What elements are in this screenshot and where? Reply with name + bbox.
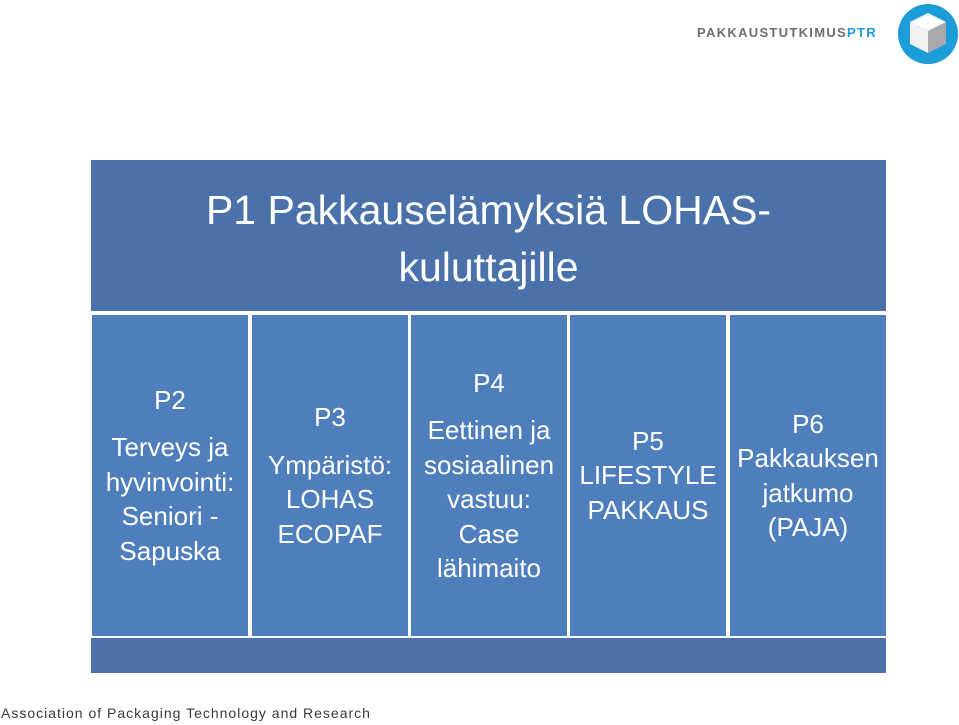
footer-organization-name: Association of Packaging Technology and Research	[1, 705, 371, 721]
child-line: Case	[458, 518, 520, 549]
child-heading: P5	[632, 425, 664, 456]
child-box-p6	[730, 315, 886, 636]
brand-wordmark	[697, 25, 877, 41]
diagram-title-line: P1 Pakkauselämyksiä LOHAS-	[205, 186, 772, 233]
child-box-p3	[252, 315, 408, 636]
diagram-bottom-bar	[91, 638, 886, 673]
brand-wordmark-accent: PTR	[846, 25, 877, 40]
child-line: LIFESTYLE	[579, 460, 717, 491]
child-line: (PAJA)	[767, 512, 849, 542]
child-line: Pakkauksen	[737, 443, 879, 473]
child-heading: P6	[792, 408, 824, 439]
child-line: Terveys ja	[111, 432, 229, 463]
child-line: jatkumo	[762, 477, 854, 508]
child-line: PAKKAUS	[587, 494, 709, 525]
child-heading: P4	[473, 367, 505, 398]
child-line: lähimaito	[436, 553, 542, 583]
child-box-p4	[411, 315, 567, 636]
diagram-parent-box	[91, 160, 886, 311]
child-line: Seniori -	[121, 501, 219, 532]
child-line: vastuu:	[447, 484, 531, 514]
child-line: Ympäristö:	[267, 449, 393, 480]
child-line: LOHAS	[285, 484, 375, 514]
child-line: hyvinvointi:	[105, 466, 235, 497]
child-line: Eettinen ja	[427, 415, 551, 445]
brand-wordmark-main: PAKKAUSTUTKIMUS	[697, 25, 847, 40]
child-line: sosiaalinen	[423, 449, 555, 480]
child-line: ECOPAF	[277, 518, 383, 549]
child-line: Sapuska	[119, 535, 221, 566]
child-box-p5	[570, 315, 726, 636]
cube-logo-icon	[896, 2, 959, 65]
diagram-title-line: kuluttajille	[398, 243, 579, 290]
child-heading: P3	[314, 402, 346, 432]
child-box-p2	[92, 315, 248, 636]
child-heading: P2	[154, 384, 186, 415]
